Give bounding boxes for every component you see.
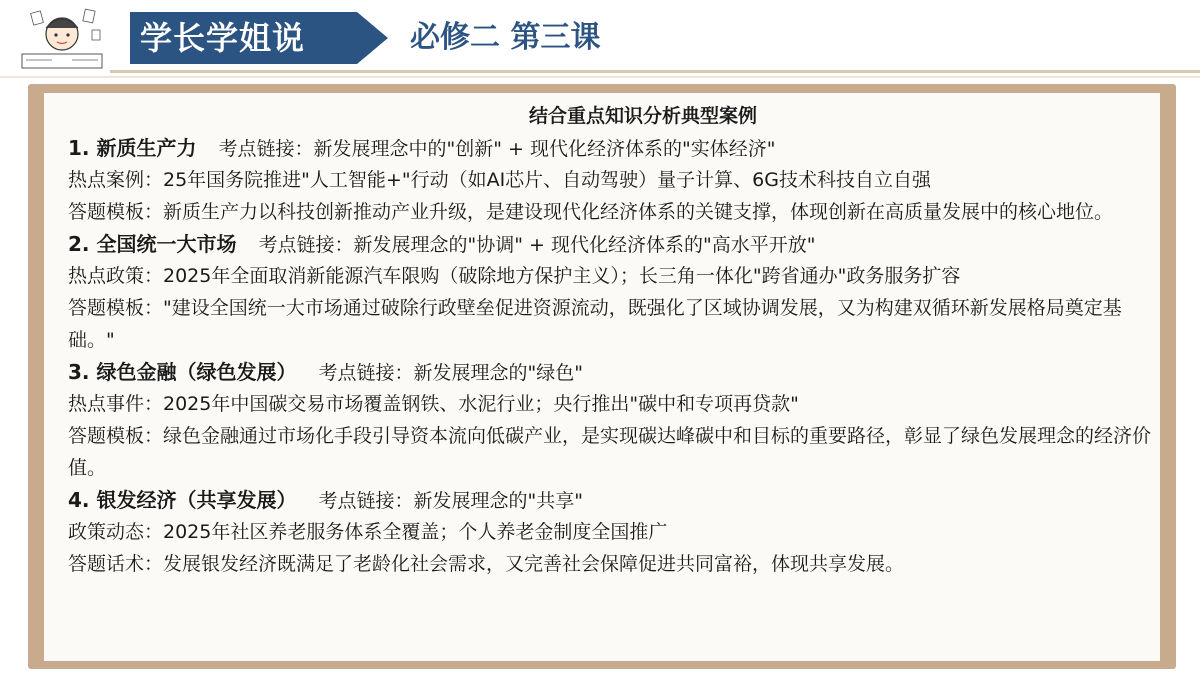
- header-divider-light: [0, 76, 1200, 78]
- section-1-heading: [68, 132, 1158, 164]
- section-2-title: 2. 全国统一大市场: [68, 232, 237, 256]
- section-1-link: 考点链接：新发展理念中的"创新" + 现代化经济体系的"实体经济": [218, 138, 776, 160]
- section-4-title: 4. 银发经济（共享发展）: [68, 488, 297, 512]
- header: [0, 0, 1200, 80]
- header-divider: [110, 70, 1200, 73]
- section-2-heading: [68, 228, 1158, 260]
- student-mascot-icon: [12, 4, 112, 74]
- page-title: 结合重点知识分析典型案例: [528, 105, 757, 127]
- section-2-template: 答题模板："建设全国统一大市场通过破除行政壁垒促进资源流动，既强化了区域协调发展，又为构建双循环新发展格局奠定基础。": [68, 297, 1122, 351]
- section-3-link: 考点链接：新发展理念的"绿色": [318, 362, 583, 384]
- lesson-title: 必修二 第三课: [410, 20, 601, 55]
- section-2-policy: 热点政策：2025年全面取消新能源汽车限购（破除地方保护主义）；长三角一体化"跨省通办"政务服务扩容: [68, 265, 961, 287]
- section-4-heading: [68, 484, 1158, 516]
- section-4-policy: 政策动态：2025年社区养老服务体系全覆盖；个人养老金制度全国推广: [68, 521, 668, 543]
- section-tag-text: 学长学姐说: [140, 19, 306, 57]
- section-3-event: 热点事件：2025年中国碳交易市场覆盖钢铁、水泥行业；央行推出"碳中和专项再贷款": [68, 393, 799, 415]
- section-3-template: 答题模板：绿色金融通过市场化手段引导资本流向低碳产业，是实现碳达峰碳中和目标的重要路径，彰显了绿色发展理念的经济价值。: [68, 425, 1152, 479]
- section-1-title: 1. 新质生产力: [68, 136, 197, 160]
- section-1-template: 答题模板：新质生产力以科技创新推动产业升级，是建设现代化经济体系的关键支撑，体现创新在高质量发展中的核心地位。: [68, 201, 1114, 223]
- section-4-template: 答题话术：发展银发经济既满足了老龄化社会需求，又完善社会保障促进共同富裕，体现共享发展。: [68, 553, 905, 575]
- content: [68, 100, 1158, 580]
- section-3-title: 3. 绿色金融（绿色发展）: [68, 360, 297, 384]
- section-2-link: 考点链接：新发展理念的"协调" + 现代化经济体系的"高水平开放": [258, 234, 816, 256]
- section-1-case: 热点案例：25年国务院推进"人工智能+"行动（如AI芯片、自动驾驶）量子计算、6G技术科技自立自强: [68, 169, 931, 191]
- section-4-link: 考点链接：新发展理念的"共享": [318, 490, 583, 512]
- section-3-heading: [68, 356, 1158, 388]
